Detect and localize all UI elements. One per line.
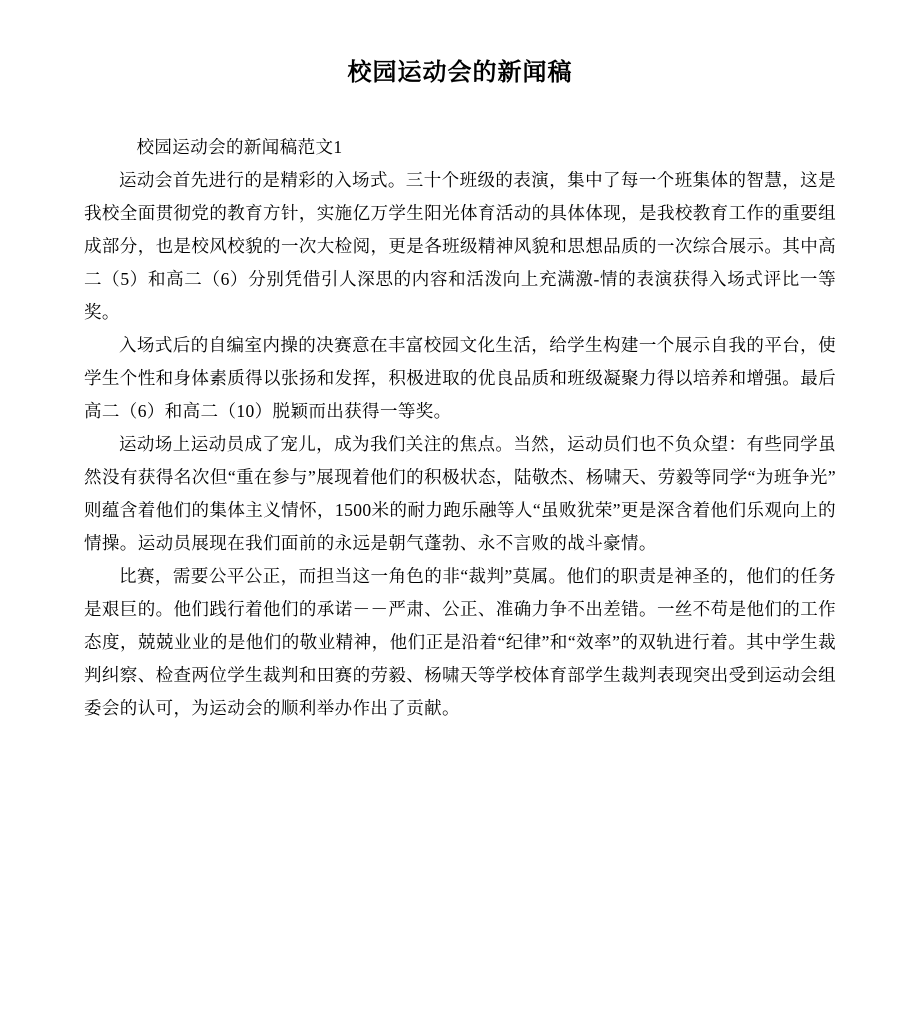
paragraph-subtitle: 校园运动会的新闻稿范文1 (136, 137, 343, 157)
paragraph-4: 比赛，需要公平公正，而担当这一角色的非“裁判”莫属。他们的职责是神圣的，他们的任务是艰巨的。他们践行着他们的承诺－－严肃、公正、准确力争不出差错。一丝不苟是他们的工作态度，兢兢业业的是他们的敬业精神，他们正是沿着“纪律”和“效率”的双轨进行着。其中学生裁判纠察、检查两位学生裁判和田赛的劳毅、杨啸天等学校体育部学生裁判表现突出受到运动会组委会的认可，为运动会的顺利举办作出了贡献。 (84, 566, 836, 718)
paragraph-3: 运动场上运动员成了宠儿，成为我们关注的焦点。当然，运动员们也不负众望：有些同学虽然没有获得名次但“重在参与”展现着他们的积极状态，陆敬杰、杨啸天、劳毅等同学“为班争光”则蕴含着他们的集体主义情怀，1500米的耐力跑乐融等人“虽败犹荣”更是深含着他们乐观向上的情操。运动员展现在我们面前的永远是朝气蓬勃、永不言败的战斗豪情。 (84, 434, 836, 553)
paragraph-2: 入场式后的自编室内操的决赛意在丰富校园文化生活，给学生构建一个展示自我的平台，使学生个性和身体素质得以张扬和发挥，积极进取的优良品质和班级凝聚力得以培养和增强。最后高二（6）和高二（10）脱颖而出获得一等奖。 (84, 335, 836, 421)
page-title: 校园运动会的新闻稿 (347, 59, 573, 86)
document-body (84, 87, 836, 725)
paragraph-1: 运动会首先进行的是精彩的入场式。三十个班级的表演，集中了每一个班集体的智慧，这是我校全面贯彻党的教育方针，实施亿万学生阳光体育活动的具体体现，是我校教育工作的重要组成部分，也是校风校貌的一次大检阅，更是各班级精神风貌和思想品质的一次综合展示。其中高二（5）和高二（6）分别凭借引人深思的内容和活泼向上充满激-情的表演获得入场式评比一等奖。 (84, 170, 836, 322)
